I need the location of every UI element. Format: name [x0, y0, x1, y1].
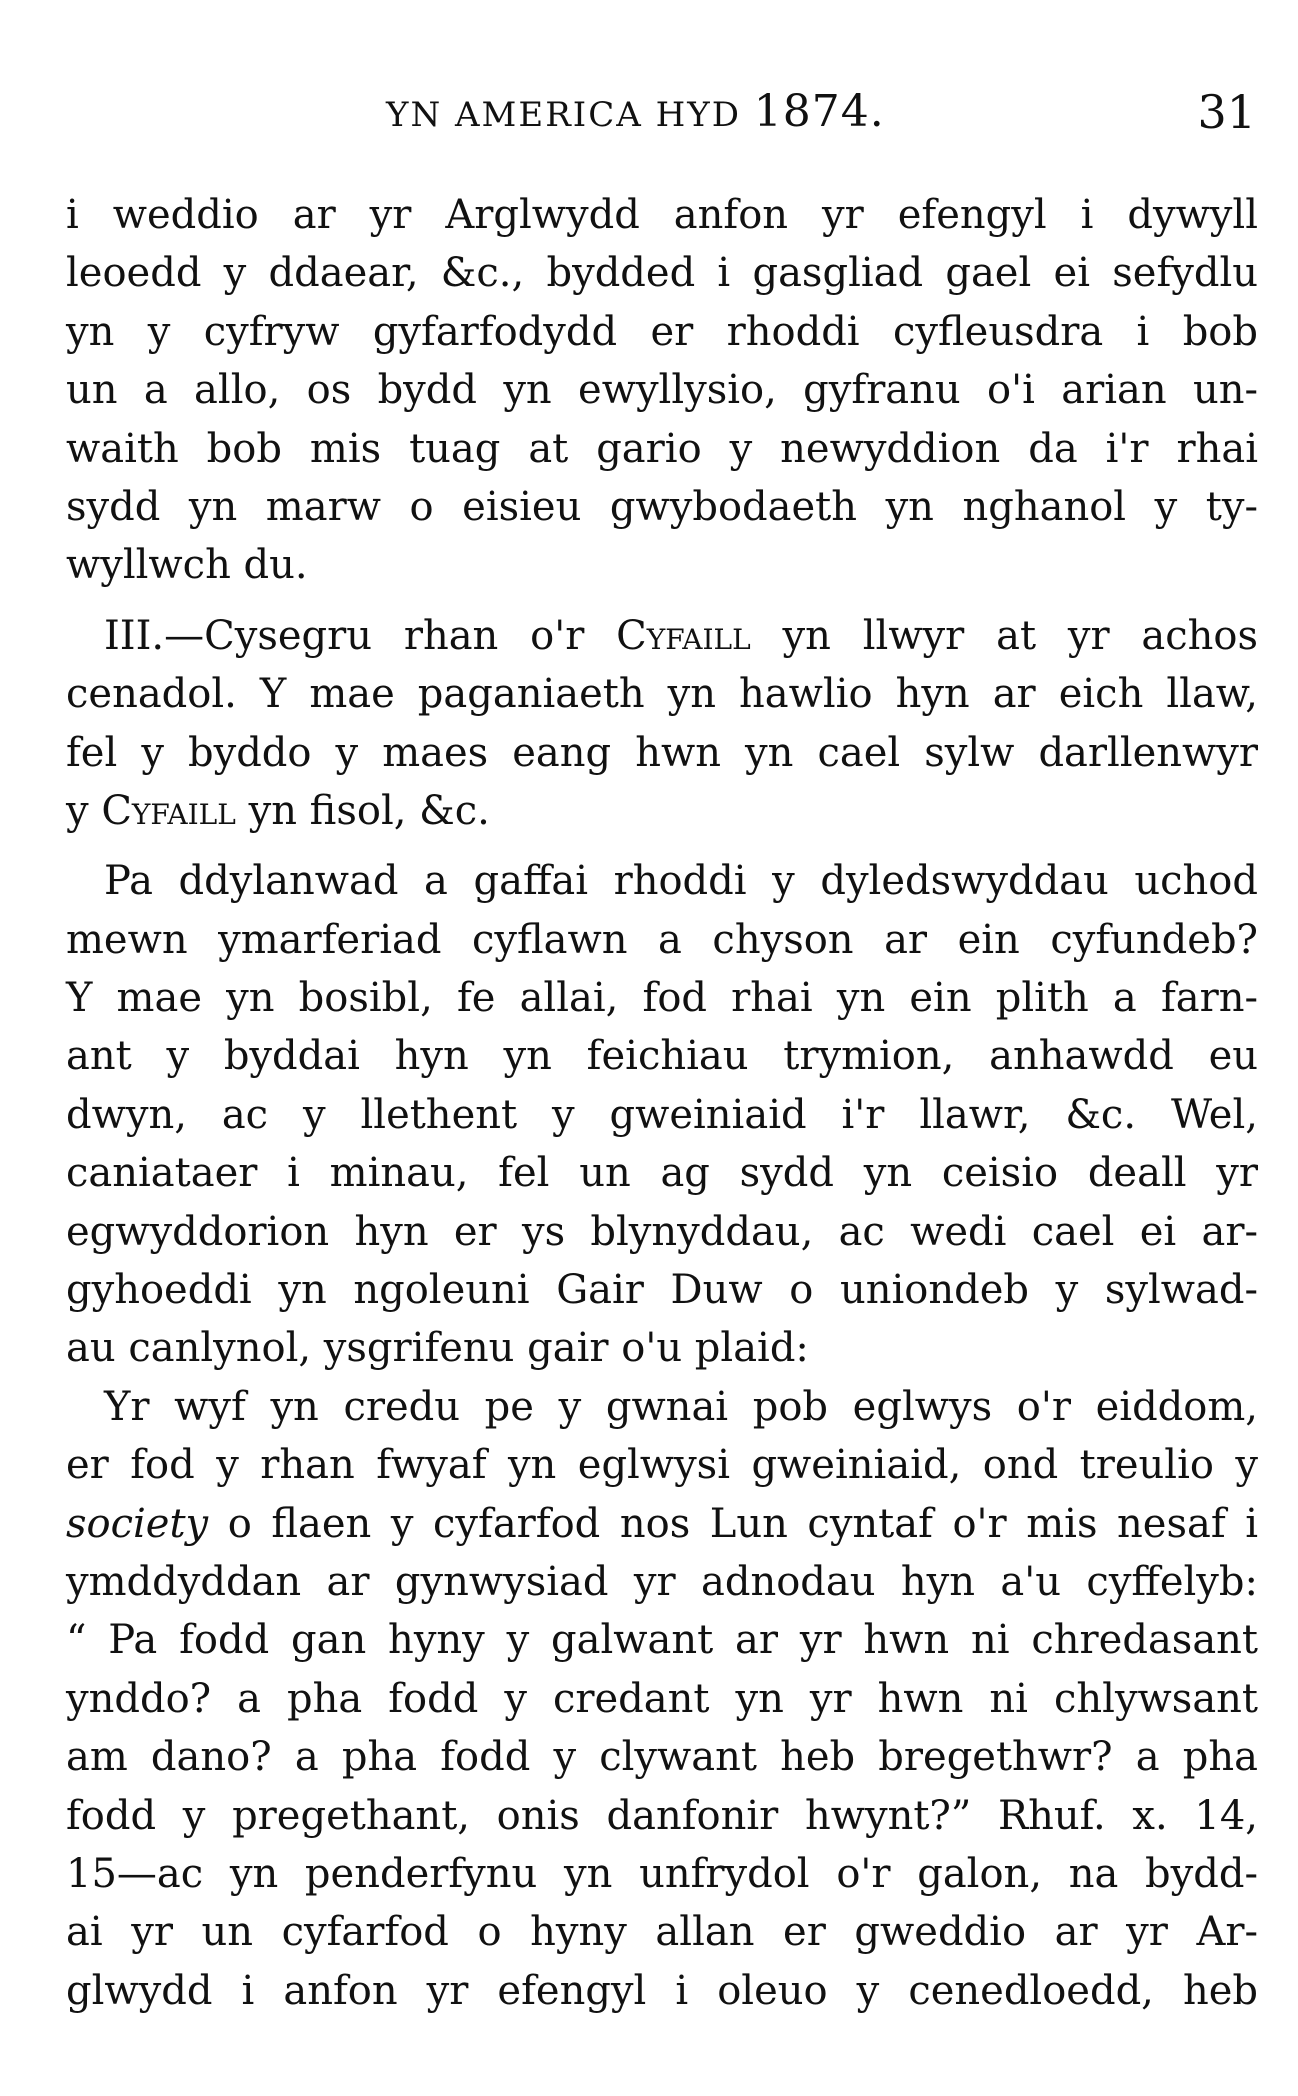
page-number: 31	[1197, 85, 1256, 139]
text-run: Yr wyf yn credu pe y gwnai pob eglwys o'r eiddom,	[104, 1383, 1258, 1430]
text-run: y	[66, 787, 102, 834]
text-line	[66, 244, 1258, 302]
text-line	[66, 536, 1258, 594]
text-run: Y mae yn bosibl, fe allai, fod rhai yn ein plith a farn-	[66, 975, 1258, 1022]
text-run: o flaen y cyfarfod nos Lun cyntaf o'r mis nesaf i	[208, 1500, 1258, 1547]
body-text	[66, 186, 1258, 2020]
text-run: glwydd i anfon yr efengyl i oleuo y cenedloedd, heb	[66, 1967, 1258, 2014]
text-run: yn fisol, &c.	[235, 787, 490, 834]
text-run: fodd y pregethant, onis danfonir hwynt?” Rhuf. x. 14,	[66, 1792, 1258, 1839]
text-run: ai yr un cyfarfod o hyny allan er gweddio ar yr Ar-	[66, 1909, 1258, 1956]
text-line	[66, 1787, 1258, 1845]
running-head-title: YN AMERICA HYD	[386, 95, 741, 135]
text-line	[66, 782, 1258, 840]
society-italic: society	[66, 1500, 209, 1547]
text-run: ant y byddai hyn yn feichiau trymion, anhawdd eu	[66, 1033, 1258, 1080]
text-line	[66, 1319, 1258, 1377]
text-line	[66, 1203, 1258, 1261]
text-line	[66, 1495, 1258, 1553]
text-line	[66, 1728, 1258, 1786]
text-line	[66, 1903, 1258, 1961]
text-line	[66, 969, 1258, 1027]
text-run: waith bob mis tuag at gario y newyddion da i'r rhai	[66, 425, 1258, 472]
text-line	[66, 1611, 1258, 1669]
text-run: cenadol. Y mae paganiaeth yn hawlio hyn ar eich llaw,	[66, 671, 1258, 718]
text-line	[66, 607, 1258, 665]
text-line	[66, 724, 1258, 782]
text-line	[66, 1027, 1258, 1085]
text-run: au canlynol, ysgrifenu gair o'u plaid:	[66, 1325, 809, 1372]
cyfaill-small-caps: Cyfaill	[616, 612, 751, 659]
text-run: leoedd y ddaear, &c., bydded i gasgliad gael ei sefydlu	[66, 250, 1258, 297]
text-line	[66, 1670, 1258, 1728]
text-line	[66, 1553, 1258, 1611]
text-line	[66, 303, 1258, 361]
text-line	[66, 1086, 1258, 1144]
text-run: un a allo, os bydd yn ewyllysio, gyfranu o'i arian un-	[66, 367, 1258, 414]
text-run: er fod y rhan fwyaf yn eglwysi gweiniaid, ond treulio y	[66, 1442, 1258, 1489]
text-line	[66, 1378, 1258, 1436]
text-run: i weddio ar yr Arglwydd anfon yr efengyl i dywyll	[66, 192, 1258, 238]
text-run: ynddo? a pha fodd y credant yn yr hwn ni chlywsant	[66, 1675, 1258, 1722]
text-run: ymddyddan ar gynwysiad yr adnodau hyn a'u cyffelyb:	[66, 1558, 1258, 1605]
text-run: wyllwch du.	[66, 542, 308, 589]
running-head-year: 1874.	[753, 86, 885, 137]
text-line	[66, 1845, 1258, 1903]
text-run: III.—Cysegru rhan o'r	[104, 612, 617, 659]
text-run: caniataer i minau, fel un ag sydd yn ceisio deall yr	[66, 1150, 1258, 1197]
text-line	[66, 911, 1258, 969]
running-head	[386, 82, 885, 145]
text-run: Pa ddylanwad a gaffai rhoddi y dyledswyddau uchod	[104, 858, 1258, 905]
text-line	[66, 1144, 1258, 1202]
text-run: am dano? a pha fodd y clywant heb bregethwr? a pha	[66, 1734, 1258, 1781]
text-run: dwyn, ac y llethent y gweiniaid i'r llawr, &c. Wel,	[66, 1091, 1258, 1138]
text-line	[66, 1261, 1258, 1319]
text-run: sydd yn marw o eisieu gwybodaeth yn nghanol y ty-	[66, 483, 1258, 530]
text-run: gyhoeddi yn ngoleuni Gair Duw o uniondeb y sylwad-	[66, 1267, 1258, 1314]
cyfaill-small-caps: Cyfaill	[101, 787, 236, 834]
text-line	[66, 420, 1258, 478]
text-line	[66, 478, 1258, 536]
text-run: egwyddorion hyn er ys blynyddau, ac wedi cael ei ar-	[66, 1208, 1258, 1255]
text-line	[66, 186, 1258, 244]
text-run: 15—ac yn penderfynu yn unfrydol o'r galon, na bydd-	[66, 1850, 1258, 1897]
text-line	[66, 1436, 1258, 1494]
text-run: yn y cyfryw gyfarfodydd er rhoddi cyfleusdra i bob	[66, 308, 1258, 355]
text-run: fel y byddo y maes eang hwn yn cael sylw darllenwyr	[66, 729, 1258, 776]
text-run: “ Pa fodd gan hyny y galwant ar yr hwn ni chredasant	[66, 1617, 1258, 1664]
text-line	[66, 665, 1258, 723]
text-line	[66, 361, 1258, 419]
text-line	[66, 1962, 1258, 2020]
page-header	[66, 82, 1256, 142]
text-run: yn llwyr at yr achos	[750, 612, 1258, 659]
text-run: mewn ymarferiad cyflawn a chyson ar ein cyfundeb?	[66, 916, 1258, 963]
text-line	[66, 852, 1258, 910]
